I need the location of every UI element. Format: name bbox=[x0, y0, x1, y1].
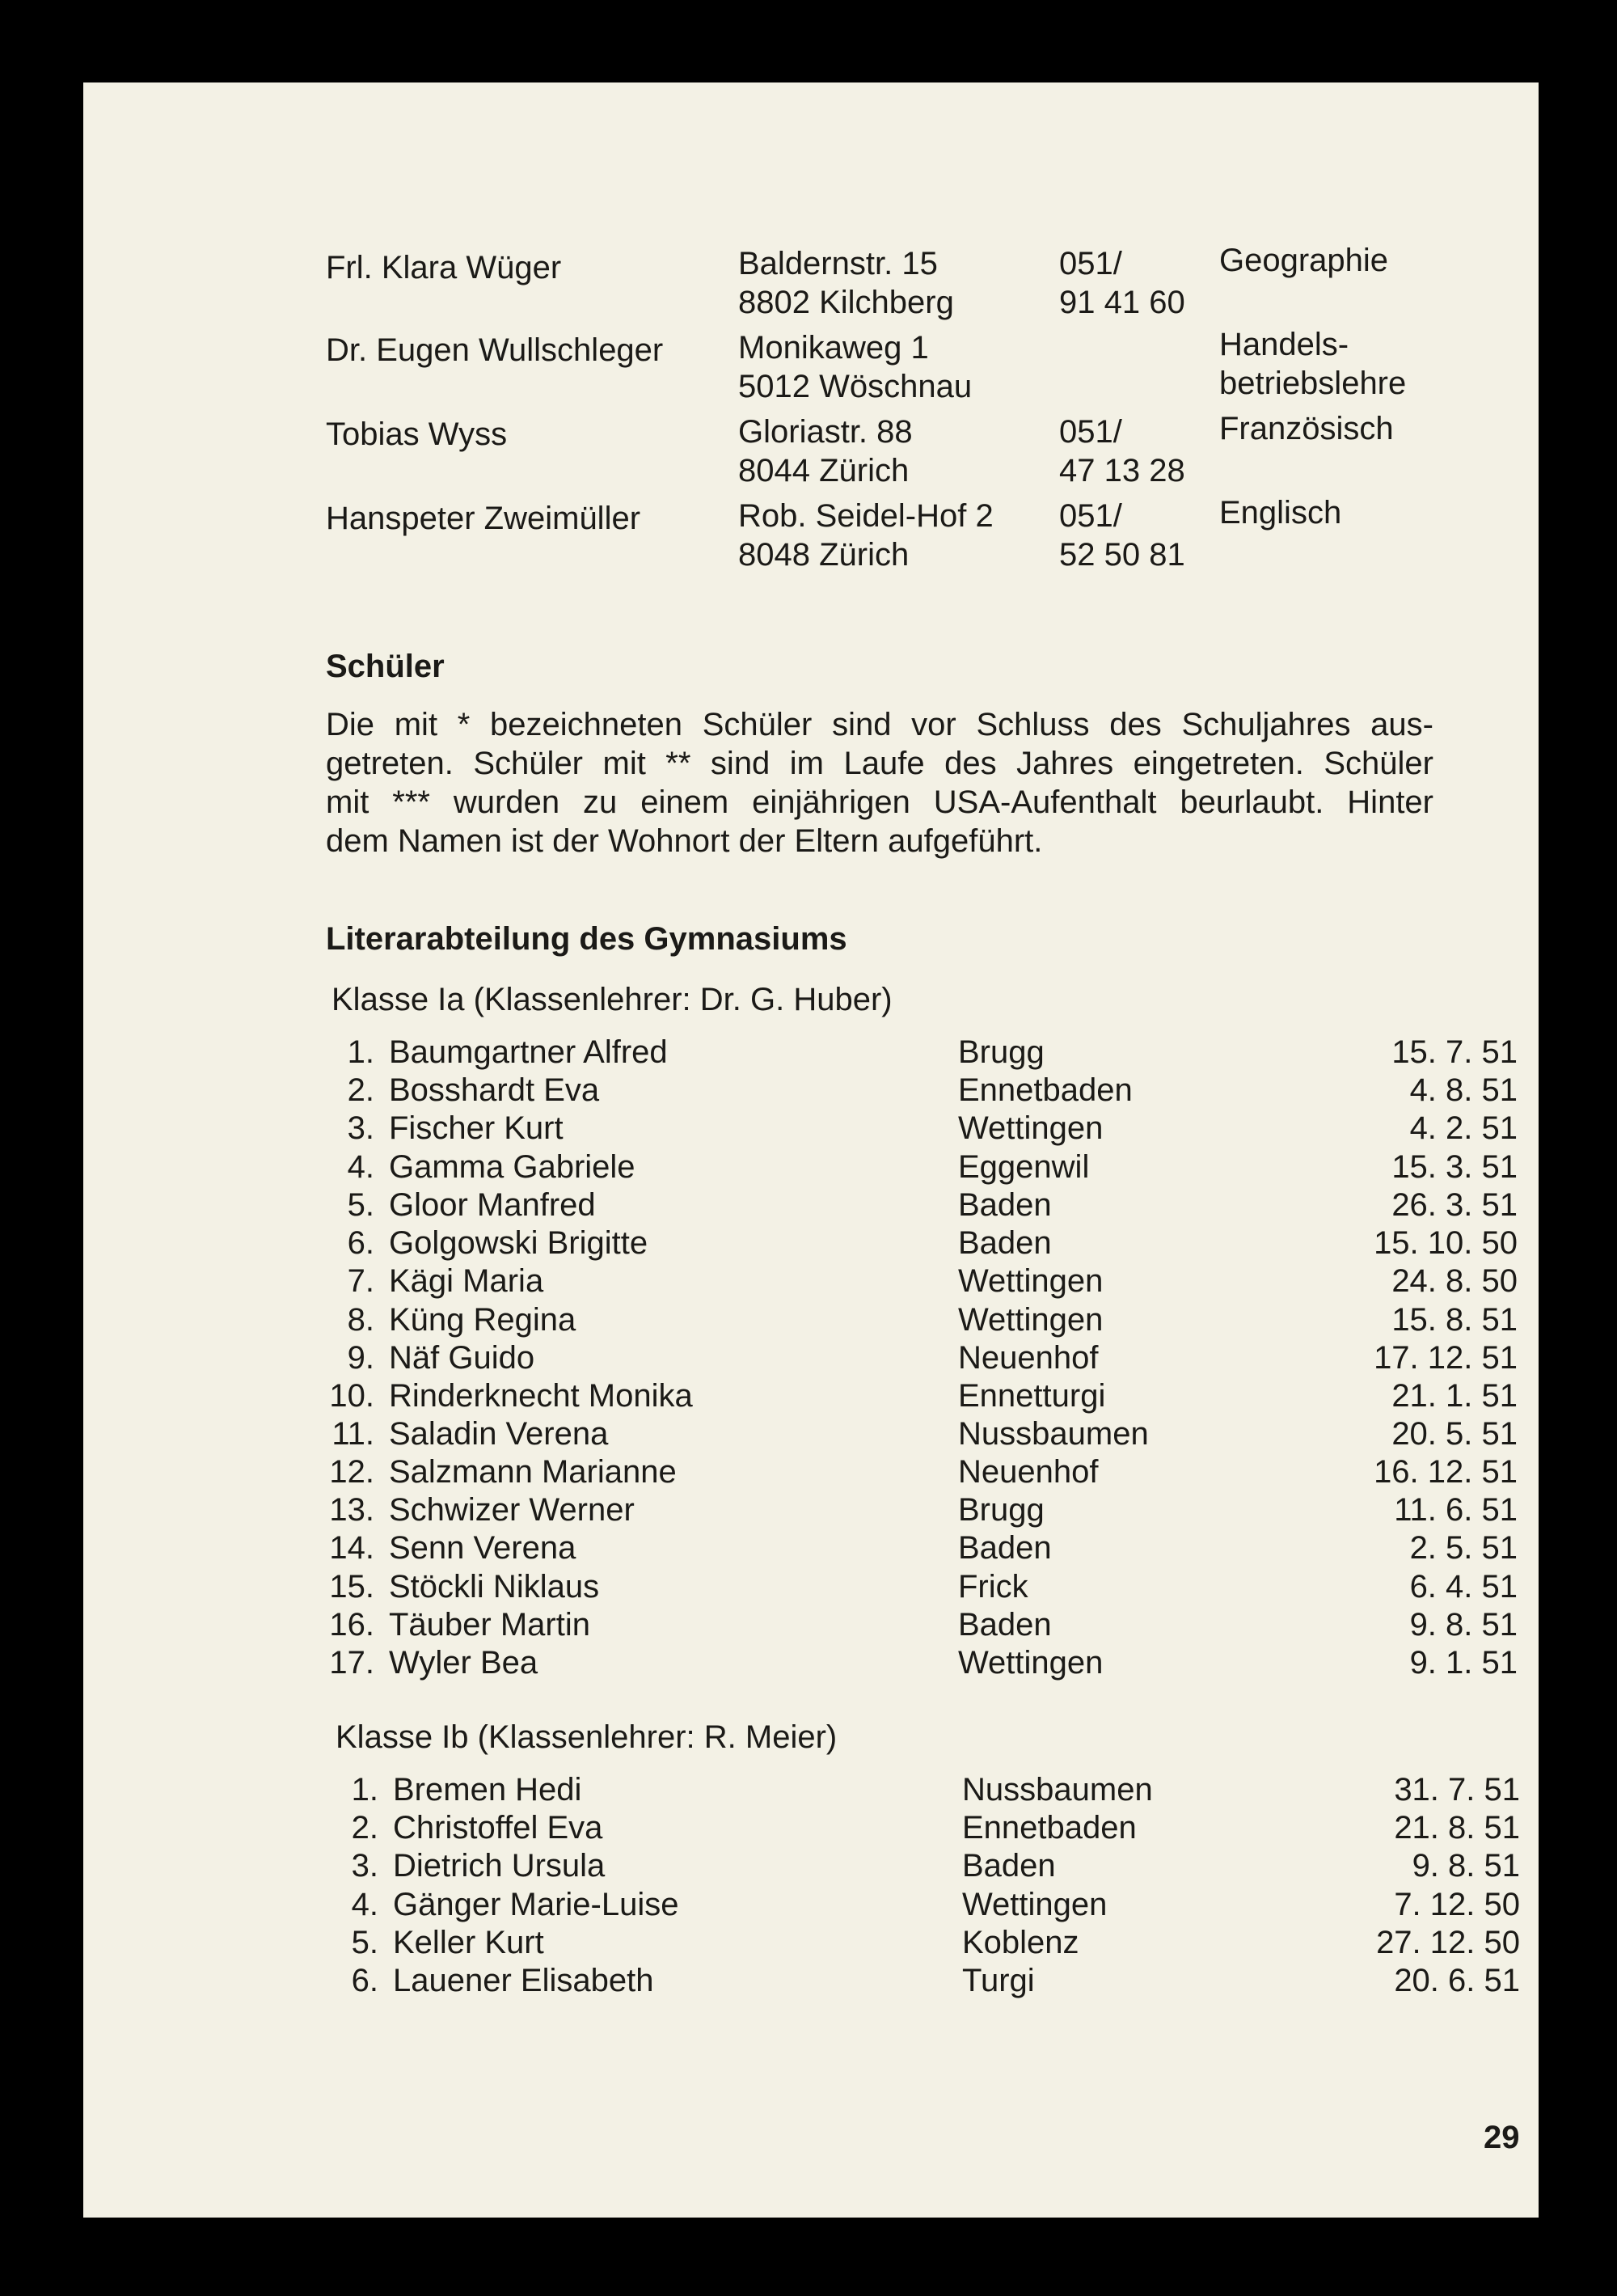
student-date: 6. 4. 51 bbox=[1409, 1569, 1518, 1605]
student-number: 1. bbox=[351, 1772, 378, 1808]
student-town: Neuenhof bbox=[958, 1454, 1099, 1490]
teacher-phone-prefix: 051/ bbox=[1059, 246, 1122, 281]
student-name: Küng Regina bbox=[389, 1302, 576, 1338]
table-row bbox=[326, 1338, 1518, 1377]
teacher-subject: Französisch bbox=[1219, 411, 1394, 446]
student-date: 9. 1. 51 bbox=[1409, 1645, 1518, 1681]
table-row bbox=[326, 1452, 1518, 1491]
intro-line: Die mit * bezeichneten Schüler sind vor Schluss des Schuljahres aus- bbox=[326, 707, 1433, 742]
table-row bbox=[326, 1224, 1518, 1262]
student-number: 3. bbox=[347, 1110, 374, 1146]
student-name: Christoffel Eva bbox=[393, 1810, 603, 1846]
student-date: 31. 7. 51 bbox=[1394, 1772, 1520, 1808]
student-name: Baumgartner Alfred bbox=[389, 1034, 668, 1070]
table-row bbox=[326, 1262, 1518, 1300]
student-date: 20. 6. 51 bbox=[1394, 1963, 1520, 1998]
teacher-subject-continued: betriebslehre bbox=[1219, 366, 1407, 401]
table-row bbox=[326, 1033, 1518, 1072]
student-date: 26. 3. 51 bbox=[1391, 1187, 1518, 1223]
teacher-subject: Englisch bbox=[1219, 495, 1342, 531]
student-number: 14. bbox=[329, 1530, 374, 1566]
intro-line: dem Namen ist der Wohnort der Eltern aufgeführt. bbox=[326, 823, 1043, 859]
student-town: Koblenz bbox=[962, 1925, 1079, 1960]
student-number: 4. bbox=[351, 1887, 378, 1922]
teacher-street: Baldernstr. 15 bbox=[738, 246, 938, 281]
table-row bbox=[330, 1961, 1520, 2000]
student-date: 7. 12. 50 bbox=[1394, 1887, 1520, 1922]
student-date: 2. 5. 51 bbox=[1409, 1530, 1518, 1566]
student-town: Baden bbox=[958, 1607, 1052, 1643]
student-name: Kägi Maria bbox=[389, 1263, 544, 1299]
student-town: Brugg bbox=[958, 1034, 1045, 1070]
student-town: Baden bbox=[958, 1530, 1052, 1566]
student-name: Näf Guido bbox=[389, 1340, 535, 1376]
student-number: 1. bbox=[347, 1034, 374, 1070]
student-date: 15. 3. 51 bbox=[1391, 1149, 1518, 1185]
table-row bbox=[326, 1605, 1518, 1644]
student-town: Wettingen bbox=[958, 1645, 1104, 1681]
student-number: 4. bbox=[347, 1149, 374, 1185]
student-town: Nussbaumen bbox=[958, 1416, 1149, 1452]
student-name: Lauener Elisabeth bbox=[393, 1963, 654, 1998]
student-date: 4. 8. 51 bbox=[1409, 1072, 1518, 1108]
student-town: Wettingen bbox=[958, 1110, 1104, 1146]
student-number: 2. bbox=[347, 1072, 374, 1108]
teacher-phone: 47 13 28 bbox=[1059, 453, 1185, 488]
student-name: Keller Kurt bbox=[393, 1925, 544, 1960]
student-name: Dietrich Ursula bbox=[393, 1848, 606, 1884]
student-town: Ennetbaden bbox=[962, 1810, 1137, 1846]
table-row bbox=[326, 1567, 1518, 1606]
student-town: Baden bbox=[958, 1225, 1052, 1261]
student-town: Eggenwil bbox=[958, 1149, 1090, 1185]
student-date: 15. 8. 51 bbox=[1391, 1302, 1518, 1338]
table-row bbox=[326, 1071, 1518, 1110]
student-date: 11. 6. 51 bbox=[1394, 1492, 1518, 1528]
student-name: Schwizer Werner bbox=[389, 1492, 635, 1528]
student-number: 6. bbox=[351, 1963, 378, 1998]
table-row bbox=[330, 1808, 1520, 1847]
teacher-phone-prefix: 051/ bbox=[1059, 498, 1122, 534]
student-name: Gänger Marie-Luise bbox=[393, 1887, 679, 1922]
student-name: Rinderknecht Monika bbox=[389, 1378, 693, 1414]
student-date: 27. 12. 50 bbox=[1376, 1925, 1520, 1960]
student-town: Ennetbaden bbox=[958, 1072, 1133, 1108]
table-row bbox=[330, 1923, 1520, 1962]
student-number: 16. bbox=[329, 1607, 374, 1643]
student-date: 21. 1. 51 bbox=[1391, 1378, 1518, 1414]
intro-line: mit *** wurden zu einem einjährigen USA-Aufenthalt beurlaubt. Hinter bbox=[326, 784, 1433, 820]
student-name: Salzmann Marianne bbox=[389, 1454, 677, 1490]
students-heading: Schüler bbox=[326, 649, 445, 684]
section-heading: Literarabteilung des Gymnasiums bbox=[326, 921, 847, 957]
student-number: 17. bbox=[329, 1645, 374, 1681]
student-date: 20. 5. 51 bbox=[1391, 1416, 1518, 1452]
teacher-name: Tobias Wyss bbox=[326, 416, 508, 452]
student-number: 13. bbox=[329, 1492, 374, 1528]
student-number: 5. bbox=[351, 1925, 378, 1960]
student-town: Wettingen bbox=[958, 1263, 1104, 1299]
teacher-subject: Handels- bbox=[1219, 327, 1349, 362]
student-number: 5. bbox=[347, 1187, 374, 1223]
table-row bbox=[330, 1846, 1520, 1885]
table-row bbox=[326, 1186, 1518, 1224]
page-number: 29 bbox=[1484, 2120, 1520, 2155]
student-town: Nussbaumen bbox=[962, 1772, 1153, 1808]
student-date: 21. 8. 51 bbox=[1394, 1810, 1520, 1846]
student-number: 2. bbox=[351, 1810, 378, 1846]
student-town: Baden bbox=[962, 1848, 1056, 1884]
student-name: Gloor Manfred bbox=[389, 1187, 596, 1223]
table-row bbox=[330, 1770, 1520, 1809]
table-row bbox=[330, 1885, 1520, 1924]
teacher-name: Frl. Klara Wüger bbox=[326, 250, 562, 285]
student-town: Wettingen bbox=[962, 1887, 1108, 1922]
teacher-street: Rob. Seidel-Hof 2 bbox=[738, 498, 994, 534]
student-name: Stöckli Niklaus bbox=[389, 1569, 600, 1605]
student-name: Täuber Martin bbox=[389, 1607, 590, 1643]
student-town: Wettingen bbox=[958, 1302, 1104, 1338]
student-number: 11. bbox=[331, 1416, 374, 1452]
teacher-name: Dr. Eugen Wullschleger bbox=[326, 332, 664, 368]
teacher-street: Monikaweg 1 bbox=[738, 330, 929, 366]
table-row bbox=[326, 1148, 1518, 1186]
teacher-city: 8044 Zürich bbox=[738, 453, 910, 488]
student-name: Golgowski Brigitte bbox=[389, 1225, 648, 1261]
student-date: 9. 8. 51 bbox=[1409, 1607, 1518, 1643]
student-date: 16. 12. 51 bbox=[1374, 1454, 1518, 1490]
table-row bbox=[326, 1490, 1518, 1529]
student-town: Neuenhof bbox=[958, 1340, 1099, 1376]
student-town: Frick bbox=[958, 1569, 1028, 1605]
student-number: 7. bbox=[347, 1263, 374, 1299]
table-row bbox=[326, 1376, 1518, 1415]
table-row bbox=[326, 1414, 1518, 1453]
student-number: 10. bbox=[329, 1378, 374, 1414]
teacher-phone: 52 50 81 bbox=[1059, 537, 1185, 573]
student-name: Bremen Hedi bbox=[393, 1772, 582, 1808]
student-date: 15. 7. 51 bbox=[1391, 1034, 1518, 1070]
student-date: 9. 8. 51 bbox=[1412, 1848, 1520, 1884]
student-town: Brugg bbox=[958, 1492, 1045, 1528]
teacher-street: Gloriastr. 88 bbox=[738, 414, 913, 450]
student-date: 24. 8. 50 bbox=[1391, 1263, 1518, 1299]
class-b-title: Klasse Ib (Klassenlehrer: R. Meier) bbox=[336, 1719, 838, 1755]
intro-paragraph bbox=[326, 705, 1433, 860]
student-name: Wyler Bea bbox=[389, 1645, 538, 1681]
student-date: 15. 10. 50 bbox=[1374, 1225, 1518, 1261]
student-name: Gamma Gabriele bbox=[389, 1149, 635, 1185]
table-row bbox=[326, 1109, 1518, 1148]
intro-line: getreten. Schüler mit ** sind im Laufe des Jahres eingetreten. Schüler bbox=[326, 746, 1433, 781]
class-a-title: Klasse Ia (Klassenlehrer: Dr. G. Huber) bbox=[331, 982, 893, 1017]
student-date: 4. 2. 51 bbox=[1409, 1110, 1518, 1146]
student-town: Baden bbox=[958, 1187, 1052, 1223]
teacher-phone: 91 41 60 bbox=[1059, 285, 1185, 320]
student-name: Bosshardt Eva bbox=[389, 1072, 600, 1108]
teacher-city: 5012 Wöschnau bbox=[738, 369, 973, 404]
student-town: Ennetturgi bbox=[958, 1378, 1106, 1414]
table-row bbox=[326, 1300, 1518, 1339]
teacher-subject: Geographie bbox=[1219, 243, 1389, 278]
student-number: 3. bbox=[351, 1848, 378, 1884]
table-row bbox=[326, 1643, 1518, 1682]
teacher-phone-prefix: 051/ bbox=[1059, 414, 1122, 450]
student-number: 15. bbox=[329, 1569, 374, 1605]
student-number: 6. bbox=[347, 1225, 374, 1261]
student-name: Fischer Kurt bbox=[389, 1110, 564, 1146]
teacher-name: Hanspeter Zweimüller bbox=[326, 501, 641, 536]
teacher-city: 8048 Zürich bbox=[738, 537, 910, 573]
student-town: Turgi bbox=[962, 1963, 1035, 1998]
student-name: Senn Verena bbox=[389, 1530, 576, 1566]
teacher-city: 8802 Kilchberg bbox=[738, 285, 954, 320]
document-page bbox=[83, 82, 1539, 2218]
student-number: 8. bbox=[347, 1302, 374, 1338]
student-number: 9. bbox=[347, 1340, 374, 1376]
student-date: 17. 12. 51 bbox=[1374, 1340, 1518, 1376]
student-name: Saladin Verena bbox=[389, 1416, 609, 1452]
table-row bbox=[326, 1529, 1518, 1567]
student-number: 12. bbox=[329, 1454, 374, 1490]
